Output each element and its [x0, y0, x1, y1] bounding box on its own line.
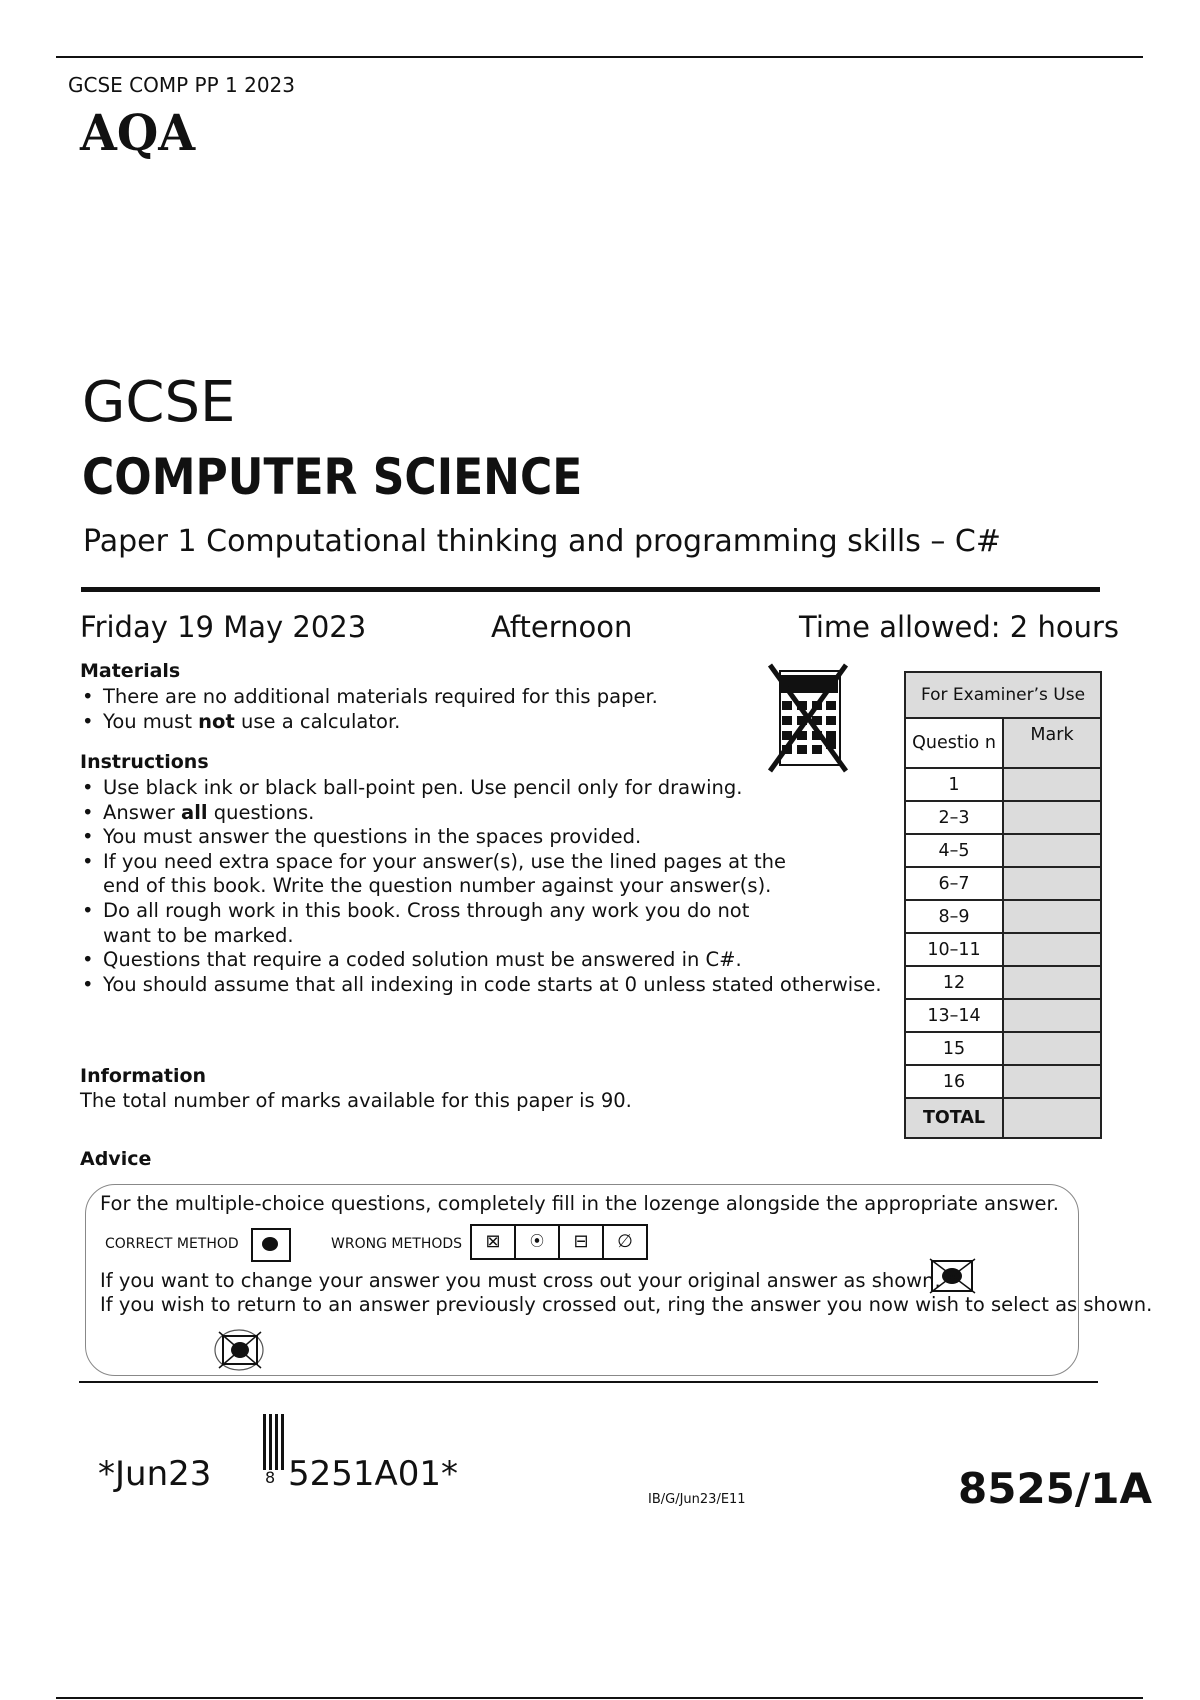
question-cell: 1 — [905, 768, 1003, 801]
instr-answer-bold: all — [181, 800, 208, 824]
instr-answer-post: questions. — [207, 800, 315, 824]
instruction-item: • You must answer the questions in the spaces provided. — [80, 825, 825, 850]
mark-cell[interactable] — [1003, 1065, 1101, 1098]
mark-cell[interactable] — [1003, 867, 1101, 900]
examiner-col-question: Questio n — [905, 718, 1003, 768]
crossed-out-lozenge-icon — [928, 1258, 978, 1294]
advice-line1: For the multiple-choice questions, completely fill in the lozenge alongside the appropriate answer. — [100, 1192, 1059, 1215]
correct-method-lozenge — [251, 1228, 291, 1262]
exam-date: Friday 19 May 2023 — [80, 610, 367, 644]
advice-line2: If you want to change your answer you must cross out your original answer as shown. — [100, 1269, 941, 1292]
materials-item: • There are no additional materials required for this paper. — [80, 685, 658, 710]
calc-post: use a calculator. — [234, 709, 401, 733]
calc-bold: not — [198, 709, 235, 733]
title-subject: COMPUTER SCIENCE — [82, 448, 583, 506]
instruction-item: • You should assume that all indexing in code starts at 0 unless stated otherwise. — [80, 973, 825, 998]
instructions-heading: Instructions — [80, 751, 209, 773]
examiner-col-mark: Mark — [1003, 718, 1101, 768]
materials-heading: Materials — [80, 660, 181, 682]
instructions-list — [80, 776, 882, 997]
question-cell: 6–7 — [905, 867, 1003, 900]
advice-line3: If you wish to return to an answer previously crossed out, ring the answer you now wish to select as shown. — [100, 1293, 1153, 1316]
advice-heading: Advice — [80, 1148, 152, 1170]
information-heading: Information — [80, 1065, 207, 1087]
header-code: GCSE COMP PP 1 2023 — [68, 73, 295, 97]
total-mark-cell[interactable] — [1003, 1098, 1101, 1138]
ringed-lozenge-icon — [213, 1328, 267, 1372]
instruction-item: • If you need extra space for your answer(s), use the lined pages at the end of this book. Write the question number against your answer(s). — [80, 850, 803, 899]
information-text: The total number of marks available for this paper is 90. — [80, 1089, 632, 1112]
mark-cell[interactable] — [1003, 966, 1101, 999]
paper-code: 8525/1A — [958, 1464, 1152, 1513]
bottom-rule — [56, 1697, 1143, 1699]
question-cell: 8–9 — [905, 900, 1003, 933]
mark-cell[interactable] — [1003, 999, 1101, 1032]
mark-cell[interactable] — [1003, 801, 1101, 834]
filled-lozenge-icon — [251, 1228, 291, 1262]
dot-lozenge-icon: ⦿ — [516, 1226, 560, 1258]
barcode-text-b: 5251A01* — [288, 1454, 459, 1494]
instruction-item: • Use black ink or black ball-point pen. Use pencil only for drawing. — [80, 776, 825, 801]
mark-cell[interactable] — [1003, 834, 1101, 867]
mark-cell[interactable] — [1003, 900, 1101, 933]
crossed-lozenge-icon: ⊟ — [560, 1226, 604, 1258]
no-calculator-icon — [766, 663, 850, 773]
question-cell: 13–14 — [905, 999, 1003, 1032]
ticked-lozenge-icon: ⊠ — [472, 1226, 516, 1258]
materials-list — [80, 685, 658, 734]
title-level: GCSE — [82, 370, 236, 435]
instruction-item — [80, 801, 825, 826]
exam-session: Afternoon — [491, 610, 633, 644]
aqa-logo: AQA — [80, 103, 196, 162]
instruction-item: • Do all rough work in this book. Cross through any work you do not want to be marked. — [80, 899, 803, 948]
wrong-methods-lozenges — [470, 1224, 648, 1260]
barcode-text-small: 8 — [265, 1468, 276, 1487]
exam-time: Time allowed: 2 hours — [799, 610, 1119, 644]
reference-code: IB/G/Jun23/E11 — [648, 1492, 746, 1507]
question-cell: 15 — [905, 1032, 1003, 1065]
mark-cell[interactable] — [1003, 933, 1101, 966]
question-cell: 4–5 — [905, 834, 1003, 867]
title-paper: Paper 1 Computational thinking and programming skills – C# — [83, 524, 1001, 559]
question-cell: 16 — [905, 1065, 1003, 1098]
title-rule — [81, 587, 1100, 592]
total-label: TOTAL — [905, 1098, 1003, 1138]
materials-item-calculator — [80, 710, 658, 735]
question-cell: 10–11 — [905, 933, 1003, 966]
examiner-use-table — [904, 671, 1102, 1139]
examiner-table-title: For Examiner’s Use — [905, 672, 1101, 718]
question-cell: 2–3 — [905, 801, 1003, 834]
mark-cell[interactable] — [1003, 768, 1101, 801]
question-cell: 12 — [905, 966, 1003, 999]
barcode-text-a: *Jun23 — [98, 1454, 212, 1494]
advice-rule — [79, 1381, 1098, 1383]
mark-cell[interactable] — [1003, 1032, 1101, 1065]
instruction-item: • Questions that require a coded solution must be answered in C#. — [80, 948, 825, 973]
slash-lozenge-icon: ∅ — [617, 1231, 633, 1252]
instr-answer-pre: Answer — [103, 800, 182, 824]
top-rule — [56, 56, 1143, 58]
barcode-bars-icon — [263, 1414, 285, 1470]
wrong-methods-label: WRONG METHODS — [331, 1236, 463, 1252]
correct-method-label: CORRECT METHOD — [105, 1236, 239, 1252]
calc-pre: You must — [103, 709, 199, 733]
